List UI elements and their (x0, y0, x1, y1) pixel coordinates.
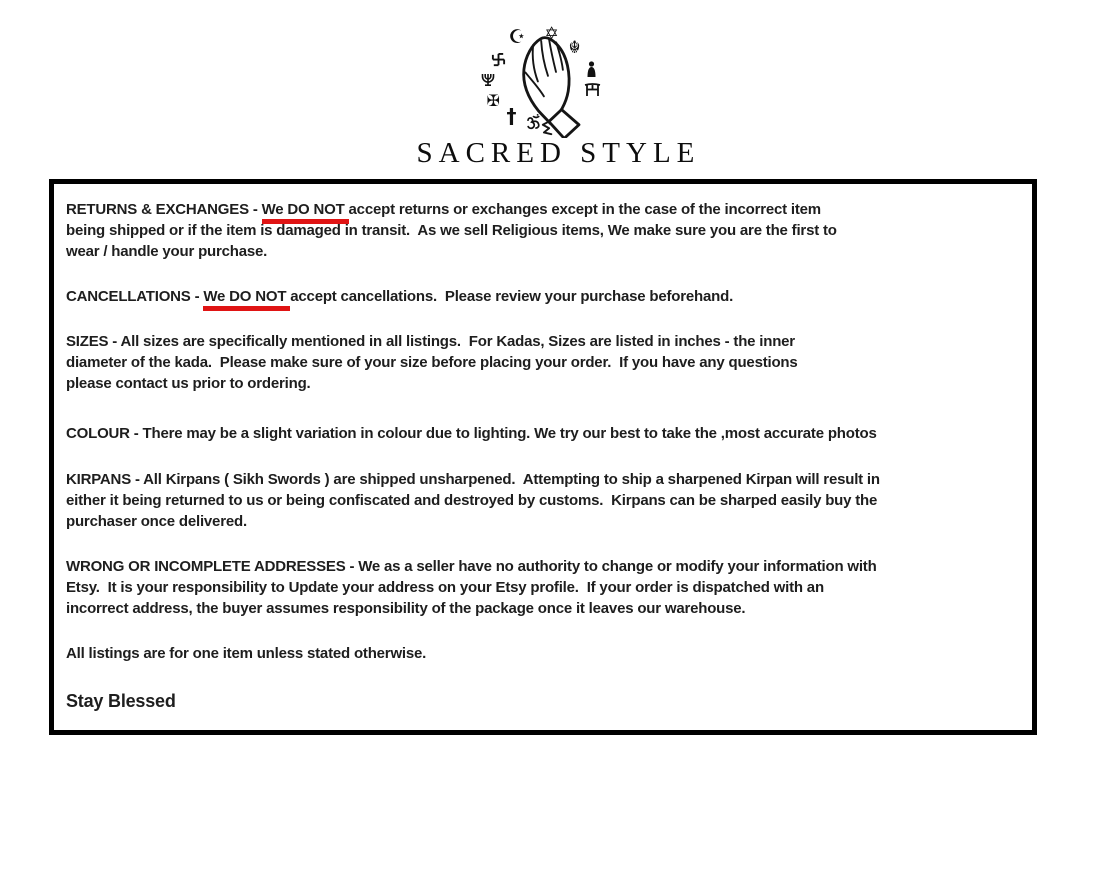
text-segment: accept returns or exchanges except in the case of the incorrect item (348, 201, 821, 218)
text-line (66, 598, 1020, 619)
text-segment: KIRPANS - All Kirpans ( Sikh Swords ) are shipped unsharpened. Attempting to ship a sharpened Kirpan will result in (66, 471, 880, 488)
star-of-david-icon: ✡ (544, 24, 559, 44)
text-line (66, 220, 1020, 241)
text-line (66, 469, 1020, 490)
text-line (66, 199, 1020, 220)
text-line (66, 556, 1020, 577)
policy-section-returns-exchanges (66, 199, 1020, 262)
crescent-star-icon: ☪ (508, 26, 526, 48)
policy-box (49, 179, 1037, 735)
text-segment: WRONG OR INCOMPLETE ADDRESSES - We as a seller have no authority to change or modify your information with (66, 558, 877, 575)
policy-section-one-item (66, 643, 1020, 664)
text-segment: either it being returned to us or being confiscated and destroyed by customs. Kirpans can be sharped easily buy the (66, 492, 878, 509)
maltese-cross-icon: ✠ (486, 91, 500, 110)
sacred-style-logo (416, 8, 701, 170)
text-line (66, 241, 1020, 262)
swastika-icon (491, 52, 506, 67)
text-segment: purchaser once delivered. (66, 513, 247, 530)
brand-title: SACRED STYLE (416, 137, 701, 169)
text-segment: SIZES - All sizes are specifically mentioned in all listings. For Kadas, Sizes are listed in inches - the inner (66, 333, 795, 350)
policy-section-addresses (66, 556, 1020, 619)
policy-section-colour (66, 423, 1020, 444)
text-line (66, 286, 1020, 307)
policy-sections (66, 199, 1020, 664)
text-line (66, 490, 1020, 511)
policy-section-kirpans (66, 469, 1020, 532)
khanda-icon: ☬ (568, 38, 581, 58)
text-segment: being shipped or if the item is damaged in transit. As we sell Religious items, We make sure you are the first to (66, 222, 837, 239)
page (0, 8, 1115, 891)
text-line (66, 643, 1020, 664)
text-segment: COLOUR - There may be a slight variation in colour due to lighting. We try our best to take the ,most accurate photos (66, 425, 877, 442)
menorah-icon (480, 71, 496, 86)
buddha-icon (585, 61, 598, 78)
text-segment: RETURNS & EXCHANGES - (66, 201, 262, 218)
text-line (66, 352, 1020, 373)
text-line (66, 577, 1020, 598)
text-line (66, 423, 1020, 444)
text-line (66, 331, 1020, 352)
policy-section-cancellations (66, 286, 1020, 307)
torii-gate-icon (584, 82, 601, 97)
text-segment: diameter of the kada. Please make sure of your size before placing your order. If you have any questions (66, 354, 798, 371)
om-icon (525, 114, 542, 130)
closing-line: Stay Blessed (66, 691, 176, 711)
red-underlined-text: We DO NOT (203, 288, 290, 311)
text-segment: please contact us prior to ordering. (66, 375, 311, 392)
red-underlined-text: We DO NOT (262, 201, 349, 224)
text-segment: incorrect address, the buyer assumes responsibility of the package once it leaves our warehouse. (66, 600, 746, 617)
text-segment: wear / handle your purchase. (66, 243, 268, 260)
text-segment: All listings are for one item unless stated otherwise. (66, 645, 427, 662)
policy-section-sizes (66, 331, 1020, 394)
latin-cross-icon: † (506, 104, 517, 128)
text-segment: CANCELLATIONS - (66, 288, 204, 305)
text-line (66, 373, 1020, 394)
text-segment: accept cancellations. Please review your purchase beforehand. (290, 288, 734, 305)
text-line (66, 511, 1020, 532)
text-segment: Etsy. It is your responsibility to Update your address on your Etsy profile. If your order is dispatched with an (66, 579, 824, 596)
